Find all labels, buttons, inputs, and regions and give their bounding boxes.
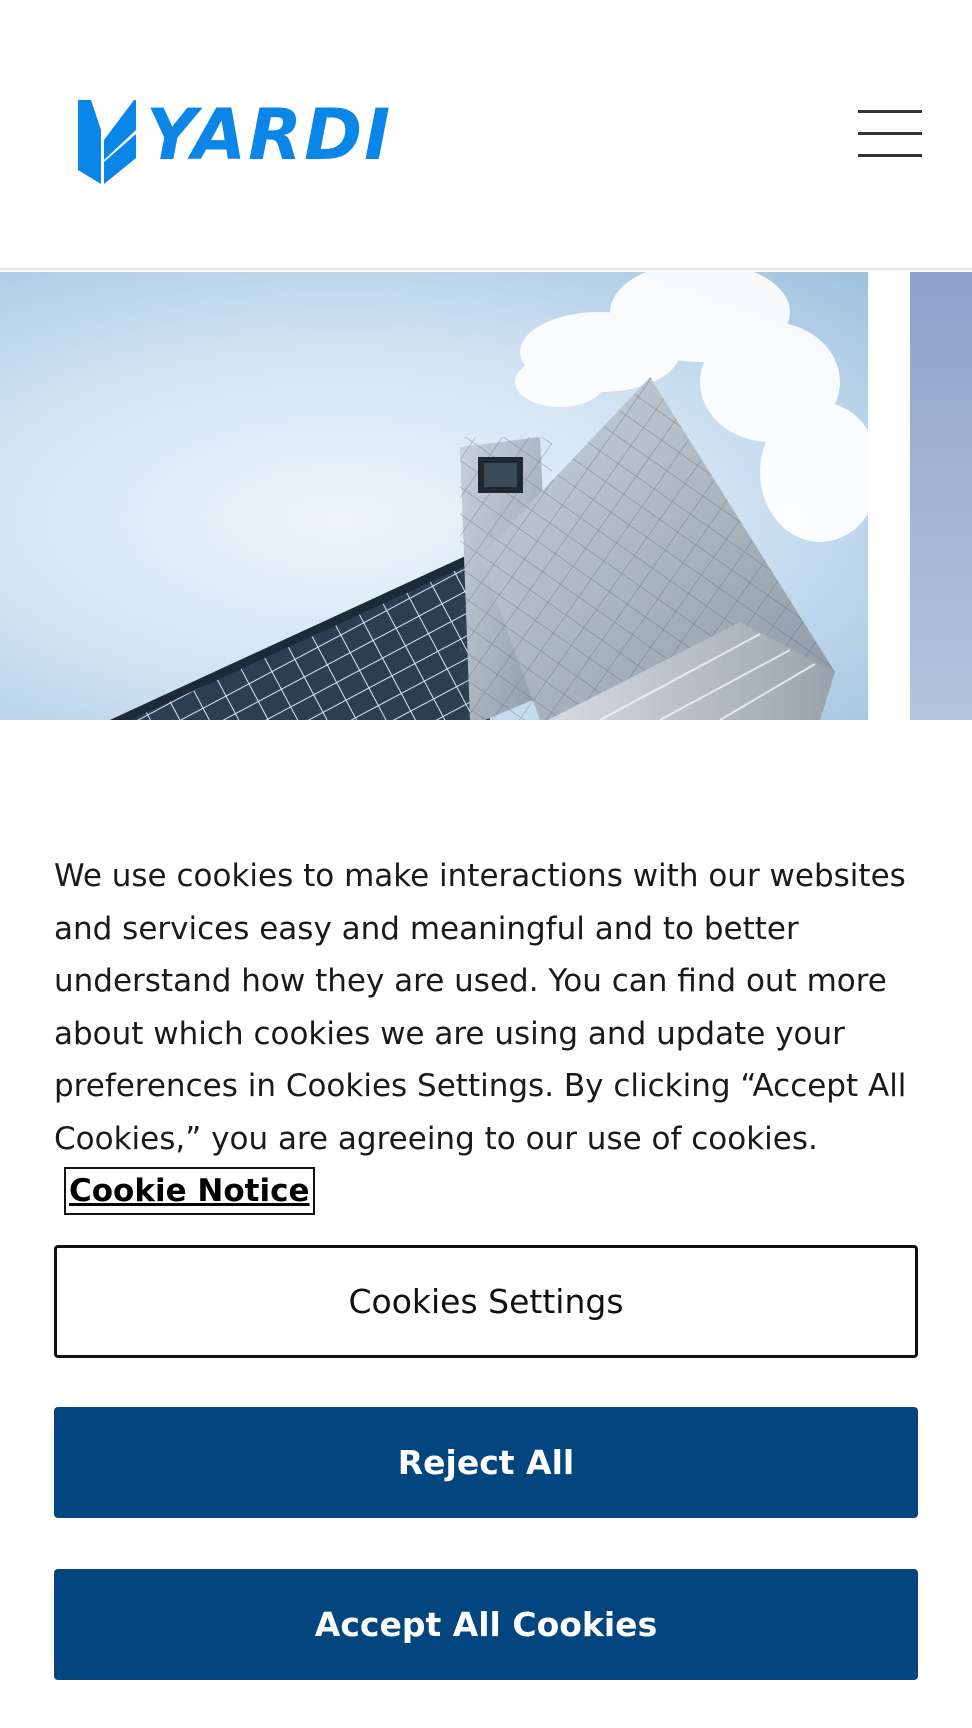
accept-all-cookies-button[interactable]: Accept All Cookies (54, 1569, 918, 1680)
site-header (0, 0, 972, 270)
reject-all-button[interactable]: Reject All (54, 1407, 918, 1518)
cookie-message (54, 850, 914, 1218)
cookie-notice-link[interactable]: Cookie Notice (64, 1167, 315, 1215)
yardi-logo[interactable] (78, 94, 408, 184)
menu-bar (858, 154, 922, 157)
menu-bar (858, 110, 922, 113)
logo-wordmark: YARDI (146, 94, 393, 176)
cookie-message-text: We use cookies to make interactions with our websites and services easy and meaningful and to better understand how they are used. You can find out more about which cookies we are using and update your preferences in Cookies Settings. By clicking “Accept All Cookies,” you are agreeing to our use of cookies. (54, 858, 907, 1157)
building-photo (0, 272, 972, 720)
hamburger-menu-icon[interactable] (856, 108, 924, 158)
yardi-chevron-logo-icon (78, 100, 140, 184)
cookies-settings-button[interactable]: Cookies Settings (54, 1245, 918, 1358)
hero-image (0, 272, 972, 720)
cookie-consent-banner (0, 720, 972, 1728)
menu-bar (858, 132, 922, 135)
